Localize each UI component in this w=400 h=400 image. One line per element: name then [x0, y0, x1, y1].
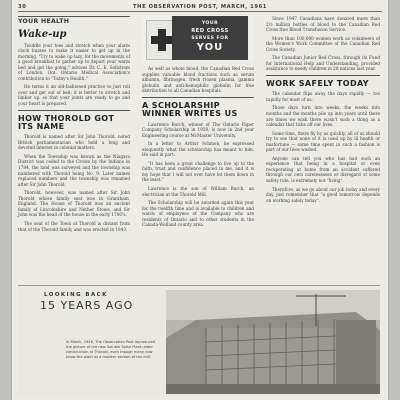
paragraph: More than 100,000 women work as volunteers of the Women's Work Committee of the Canadian Red Cross Society.	[266, 35, 380, 52]
article-heading: WORK SAFELY TODAY	[266, 78, 369, 88]
red-cross-ad	[142, 16, 254, 62]
lookback-title: 15 YEARS AGO	[40, 299, 134, 312]
paragraph: Since 1947 Canadians have donated more than 2½ million bottles of blood to the Canadian Red Cross free Blood Transfusion Service.	[266, 16, 380, 33]
article-heading: Wake-up	[18, 28, 67, 40]
ad-line: SERVES FOR	[191, 36, 229, 41]
column-right	[266, 16, 380, 206]
lookback-caption: In March, 1946, The Observation Post reproduced the picture of the new Soluble Spike Plant under construction at Thorold, even though many now know the plant as a modern section of the mill.	[66, 340, 156, 359]
column-middle	[142, 16, 254, 231]
ad-line: YOUR	[201, 21, 219, 26]
page-number: 30	[18, 4, 27, 10]
column-rule	[266, 75, 380, 76]
paragraph: Lawrence is the son of William Burch, an electrician at the Thorold Mill.	[142, 185, 254, 197]
column-left	[18, 16, 130, 235]
column-rule	[18, 110, 130, 111]
paragraph: Those days turn into weeks, the weeks into months and the months pile up into years until there are times we wish there wasn't such a thing as a calendar that ticks off our lives.	[266, 105, 380, 128]
paragraph: Anyone can tell you who has had such an experience that being in a hospital or even recuperating at home from an accident suffered through our own carelessness or disregard of some safety rule, is extremely not "living".	[266, 155, 380, 183]
publication-title: THE OBSERVATION POST, MARCH, 1961	[132, 4, 268, 10]
column-rule	[18, 16, 130, 17]
paragraph: The Scholarship will be awarded again this year for the twelfth time and is available to children and wards of employees of the Company who are residents of Ontario and to other students in the Canada-Welland county area.	[142, 200, 254, 228]
paragraph: Some time, there fly by us quickly, all of us should try to see that none of it is used up by ill health or misfortune — some time spent in such a fashion is part of our lives wasted.	[266, 130, 380, 153]
paragraph: In a letter to Arthur Schmon, he expressed eloquently what the scholarship has meant to him. He said in part:	[142, 141, 254, 158]
paragraph: The seat of the Town of Thorold is distant from that of the Thorold family and was erected in 1843.	[18, 220, 130, 232]
lookback-kicker: LOOKING BACK	[44, 292, 108, 298]
paragraph: The calendar flips away the days rapidly — too rapidly for most of us.	[266, 91, 380, 102]
paragraph: The Canadian Junior Red Cross, through its Fund for International Help and Understanding, provided assistance to needy children in 28 nations last year.	[266, 55, 380, 72]
paragraph: He terms it an old-fashioned practice to just roll over and get out of bed; it is better to stretch and limber up, so that your joints are ready to go and your heart is prepared.	[18, 84, 130, 106]
section-kicker: YOUR HEALTH	[18, 18, 70, 25]
red-cross-tag	[172, 16, 248, 60]
ad-line: RED CROSS	[191, 28, 229, 34]
paragraph: Lawrence Burch, winner of The Ontario Paper Company Scholarship in 1959, is now in 2nd year Engineering course at McMaster University.	[142, 121, 254, 138]
article-heading: HOW THOROLD GOT ITS NAME	[18, 113, 115, 131]
header-rule	[18, 11, 382, 12]
looking-back-panel	[18, 285, 380, 396]
paragraph: When the Township was known as the Niagara District was ceded to the Crown by the Indians in 1784, the land was surveyed and the township was numbered with Thorold being No. 9. Later names replaced numbers and the township was renamed after Sir John Thorold.	[18, 153, 130, 187]
paragraph: Therefore, as we go about our job today and every day, just remember that "a good tomorrow depends on working safely today".	[266, 186, 380, 203]
paragraph: Twiddle your toes and stretch when your alarm clock buzzes to make it easier to get up in the morning. "Try to wake up lazy, for the movements of a good breakfast to gather up to depart your warm bed and get the going," advises Dr. C. K. Sellstrom of London, Ont. Ontario Medical Association's contribution to "Today's Health."	[18, 42, 130, 81]
magazine-page	[12, 0, 388, 400]
construction-photo-graphic	[166, 290, 380, 394]
column-rule	[142, 97, 254, 98]
article-heading: A SCHOLARSHIP WINNER WRITES US	[142, 100, 238, 119]
paragraph: Thorold is named after Sir John Thorold, noted British parliamentarian who held a long and devoted interest in colonial matters.	[18, 134, 130, 151]
paragraph: "It has been a great challenge to live up to the faith, trust and confidence placed in me, and it is my hope that I will not ever have let them down in the least."	[142, 160, 254, 183]
construction-photo	[166, 290, 380, 394]
paragraph: As well as whole blood, the Canadian Red Cross supplies valuable blood fractions such as serum albumin, fibrinogen, fresh frozen plasma, gamma globulin and anti-hemophilic globulin for free distribution to all Canadian hospitals.	[142, 66, 254, 94]
ad-line: YOU	[196, 42, 224, 53]
paragraph: Thorold, however, was named after Sir John Thorold whose family seat was in Grantham, England. The House of Thorold was an ancient family of Lincolnshire and Nether Stowe, and Sir John was the head of the house in the early 1700's.	[18, 190, 130, 218]
